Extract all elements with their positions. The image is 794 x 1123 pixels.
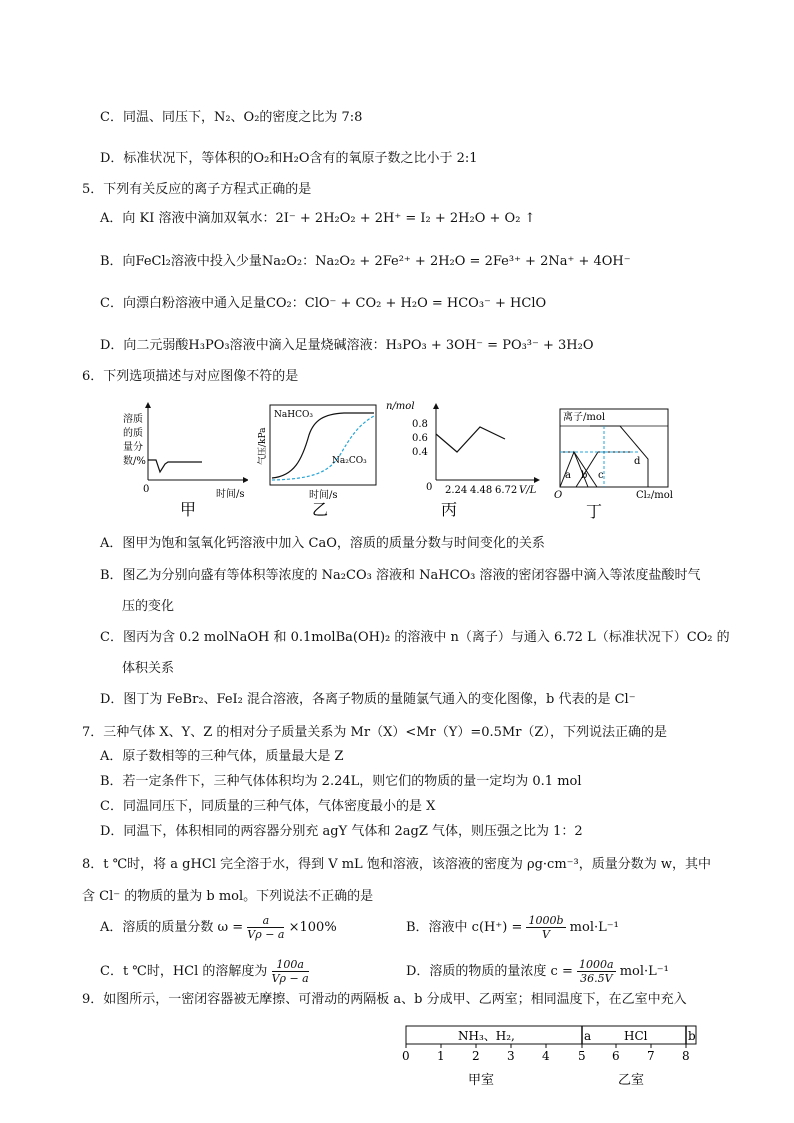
bing-name: 丙 <box>441 500 458 519</box>
ding-ylabel: 离子/mol <box>563 412 606 423</box>
option-6c-line2: 体积关系 <box>122 661 175 676</box>
option-7d: D．同温下，体积相同的两容器分别充 agY 气体和 2agZ 气体，则压强之比为 1：2 <box>100 824 583 839</box>
option-8b-prefix: B．溶液中 c(H⁺) = <box>406 920 523 935</box>
question-6: 6．下列选项描述与对应图像不符的是 <box>82 369 299 384</box>
option-8d-prefix: D．溶质的物质的量浓度 c = <box>406 964 573 979</box>
option-8a-fraction <box>247 914 284 941</box>
option-8c-den: Vρ − a <box>271 972 309 985</box>
option-6b-line2: 压的变化 <box>122 599 175 614</box>
option-8a-den: Vρ − a <box>247 928 285 941</box>
scale-2: 2 <box>472 1049 480 1063</box>
bing-ytick-2: 0.6 <box>412 433 428 444</box>
ding-name: 丁 <box>586 502 603 521</box>
option-8d-den: 36.5V <box>580 972 613 985</box>
option-7c: C．同温同压下，同质量的三种气体，气体密度最小的是 X <box>100 799 436 814</box>
option-8a <box>100 914 337 941</box>
option-6d: D．图丁为 FeBr₂、FeI₂ 混合溶液，各离子物质的量随氯气通入的变化图像，b 代表的是 Cl⁻ <box>100 692 636 707</box>
option-5c: C．向漂白粉溶液中通入足量CO₂：ClO⁻ + CO₂ + H₂O = HCO₃⁻ + HClO <box>100 296 547 311</box>
right-gas: HCl <box>624 1029 648 1043</box>
yi-name: 乙 <box>312 500 329 519</box>
option-5d: D．向二元弱酸H₃PO₃溶液中滴入足量烧碱溶液：H₃PO₃ + 3OH⁻ = PO₃³⁻ + 3H₂O <box>100 338 594 353</box>
yi-ylabel: 气压/kPa <box>258 427 268 465</box>
jia-ylabel-2: 的质 <box>123 428 143 439</box>
plate-b: b <box>688 1029 696 1043</box>
room-yi-label: 乙室 <box>618 1073 645 1088</box>
option-8b-suffix: mol·L⁻¹ <box>569 920 619 935</box>
left-gases: NH₃、H₂, <box>458 1029 515 1043</box>
question-7: 7．三种气体 X、Y、Z 的相对分子质量关系为 Mr（X）<Mr（Y）=0.5Mr（Z），下列说法正确的是 <box>82 725 667 740</box>
container-diagram <box>396 1022 706 1094</box>
question-5: 5．下列有关反应的离子方程式正确的是 <box>82 182 312 197</box>
bing-xtick-2: 4.48 <box>470 485 493 496</box>
graph-ding <box>550 404 680 522</box>
room-jia-label: 甲室 <box>468 1073 495 1088</box>
jia-ylabel-4: 数/% <box>123 456 146 467</box>
option-8a-suffix: ×100% <box>288 920 337 935</box>
option-8c <box>100 958 309 985</box>
yi-xlabel: 时间/s <box>309 490 338 501</box>
bing-xunit: V/L <box>519 485 537 496</box>
question-9: 9．如图所示，一密闭容器被无摩擦、可滑动的两隔板 a、b 分成甲、乙两室；相同温度下，在乙室中充入 <box>82 992 687 1007</box>
scale-ticks <box>406 1044 686 1048</box>
option-8b-num: 1000b <box>528 914 564 927</box>
option-8d <box>406 958 669 985</box>
option-5a: A．向 KI 溶液中滴加双氧水：2I⁻ + 2H₂O₂ + 2H⁺ = I₂ + 2H₂O + O₂ ↑ <box>100 211 536 226</box>
scale-7: 7 <box>647 1049 655 1063</box>
scale-3: 3 <box>507 1049 515 1063</box>
ding-origin: O <box>554 490 563 501</box>
jia-ylabel-1: 溶质 <box>123 414 143 425</box>
option-7a: A．原子数相等的三种气体，质量最大是 Z <box>100 749 344 764</box>
bing-xtick-1: 2.24 <box>445 485 468 496</box>
option-8c-prefix: C．t ℃时，HCl 的溶解度为 <box>100 964 268 979</box>
option-6c-line1: C．图丙为含 0.2 molNaOH 和 0.1molBa(OH)₂ 的溶液中 n（离子）与通入 6.72 L（标准状况下）CO₂ 的 <box>100 630 730 645</box>
question-8-line1: 8．t ℃时，将 a gHCl 完全溶于水，得到 V mL 饱和溶液，该溶液的密度为 ρg·cm⁻³，质量分数为 w，其中 <box>82 857 711 872</box>
ding-curve-b: b <box>581 470 588 481</box>
ding-curve-d: d <box>634 456 641 467</box>
ding-xlabel: Cl₂/mol <box>636 490 673 501</box>
option-8c-num: 100a <box>272 958 309 972</box>
option-8b <box>406 914 619 941</box>
ding-curve-c: c <box>598 470 604 481</box>
option-8b-den: V <box>542 928 550 941</box>
scale-8: 8 <box>682 1049 690 1063</box>
option-4d: D．标准状况下，等体积的O₂和H₂O含有的氧原子数之比小于 2:1 <box>100 151 478 166</box>
graph-yi <box>254 400 384 520</box>
option-6a: A．图甲为饱和氢氧化钙溶液中加入 CaO，溶质的质量分数与时间变化的关系 <box>100 536 545 551</box>
option-4c: C．同温、同压下，N₂、O₂的密度之比为 7:8 <box>100 110 363 125</box>
graph-bing <box>384 396 544 520</box>
bing-origin: 0 <box>426 482 433 493</box>
plate-a: a <box>584 1029 592 1043</box>
scale-4: 4 <box>542 1049 550 1063</box>
option-8c-fraction <box>272 958 309 985</box>
jia-xlabel: 时间/s <box>216 489 245 500</box>
scale-6: 6 <box>612 1049 620 1063</box>
jia-name: 甲 <box>180 500 197 519</box>
question-8-line2: 含 Cl⁻ 的物质的量为 b mol。下列说法不正确的是 <box>82 889 374 904</box>
option-8a-prefix: A．溶质的质量分数 ω = <box>100 920 244 935</box>
yi-curve1-label: NaHCO₃ <box>274 410 313 420</box>
option-8d-suffix: mol·L⁻¹ <box>619 964 669 979</box>
option-6b-line1: B．图乙为分别向盛有等体积等浓度的 Na₂CO₃ 溶液和 NaHCO₃ 溶液的密闭容器中滴入等浓度盐酸时气 <box>100 568 701 583</box>
scale-1: 1 <box>437 1049 445 1063</box>
option-7b: B．若一定条件下，三种气体体积均为 2.24L，则它们的物质的量一定均为 0.1 mol <box>100 774 582 789</box>
bing-ytick-1: 0.8 <box>412 419 428 430</box>
bing-ylabel: n/mol <box>386 401 415 412</box>
ding-curve-a: a <box>565 470 571 481</box>
bing-xtick-3: 6.72 <box>495 485 518 496</box>
scale-0: 0 <box>402 1049 410 1063</box>
option-5b: B．向FeCl₂溶液中投入少量Na₂O₂：Na₂O₂ + 2Fe²⁺ + 2H₂O = 2Fe³⁺ + 2Na⁺ + 4OH⁻ <box>100 254 631 269</box>
bing-ytick-3: 0.4 <box>412 447 428 458</box>
yi-curve2-label: Na₂CO₃ <box>332 456 367 466</box>
graph-jia <box>118 400 248 520</box>
jia-ylabel-3: 量分 <box>123 442 143 453</box>
jia-origin: 0 <box>143 484 150 495</box>
option-8d-fraction <box>577 958 616 985</box>
option-8d-num: 1000a <box>579 958 614 971</box>
scale-5: 5 <box>578 1049 586 1063</box>
option-8b-fraction <box>526 914 565 941</box>
option-8a-num: a <box>247 914 284 928</box>
